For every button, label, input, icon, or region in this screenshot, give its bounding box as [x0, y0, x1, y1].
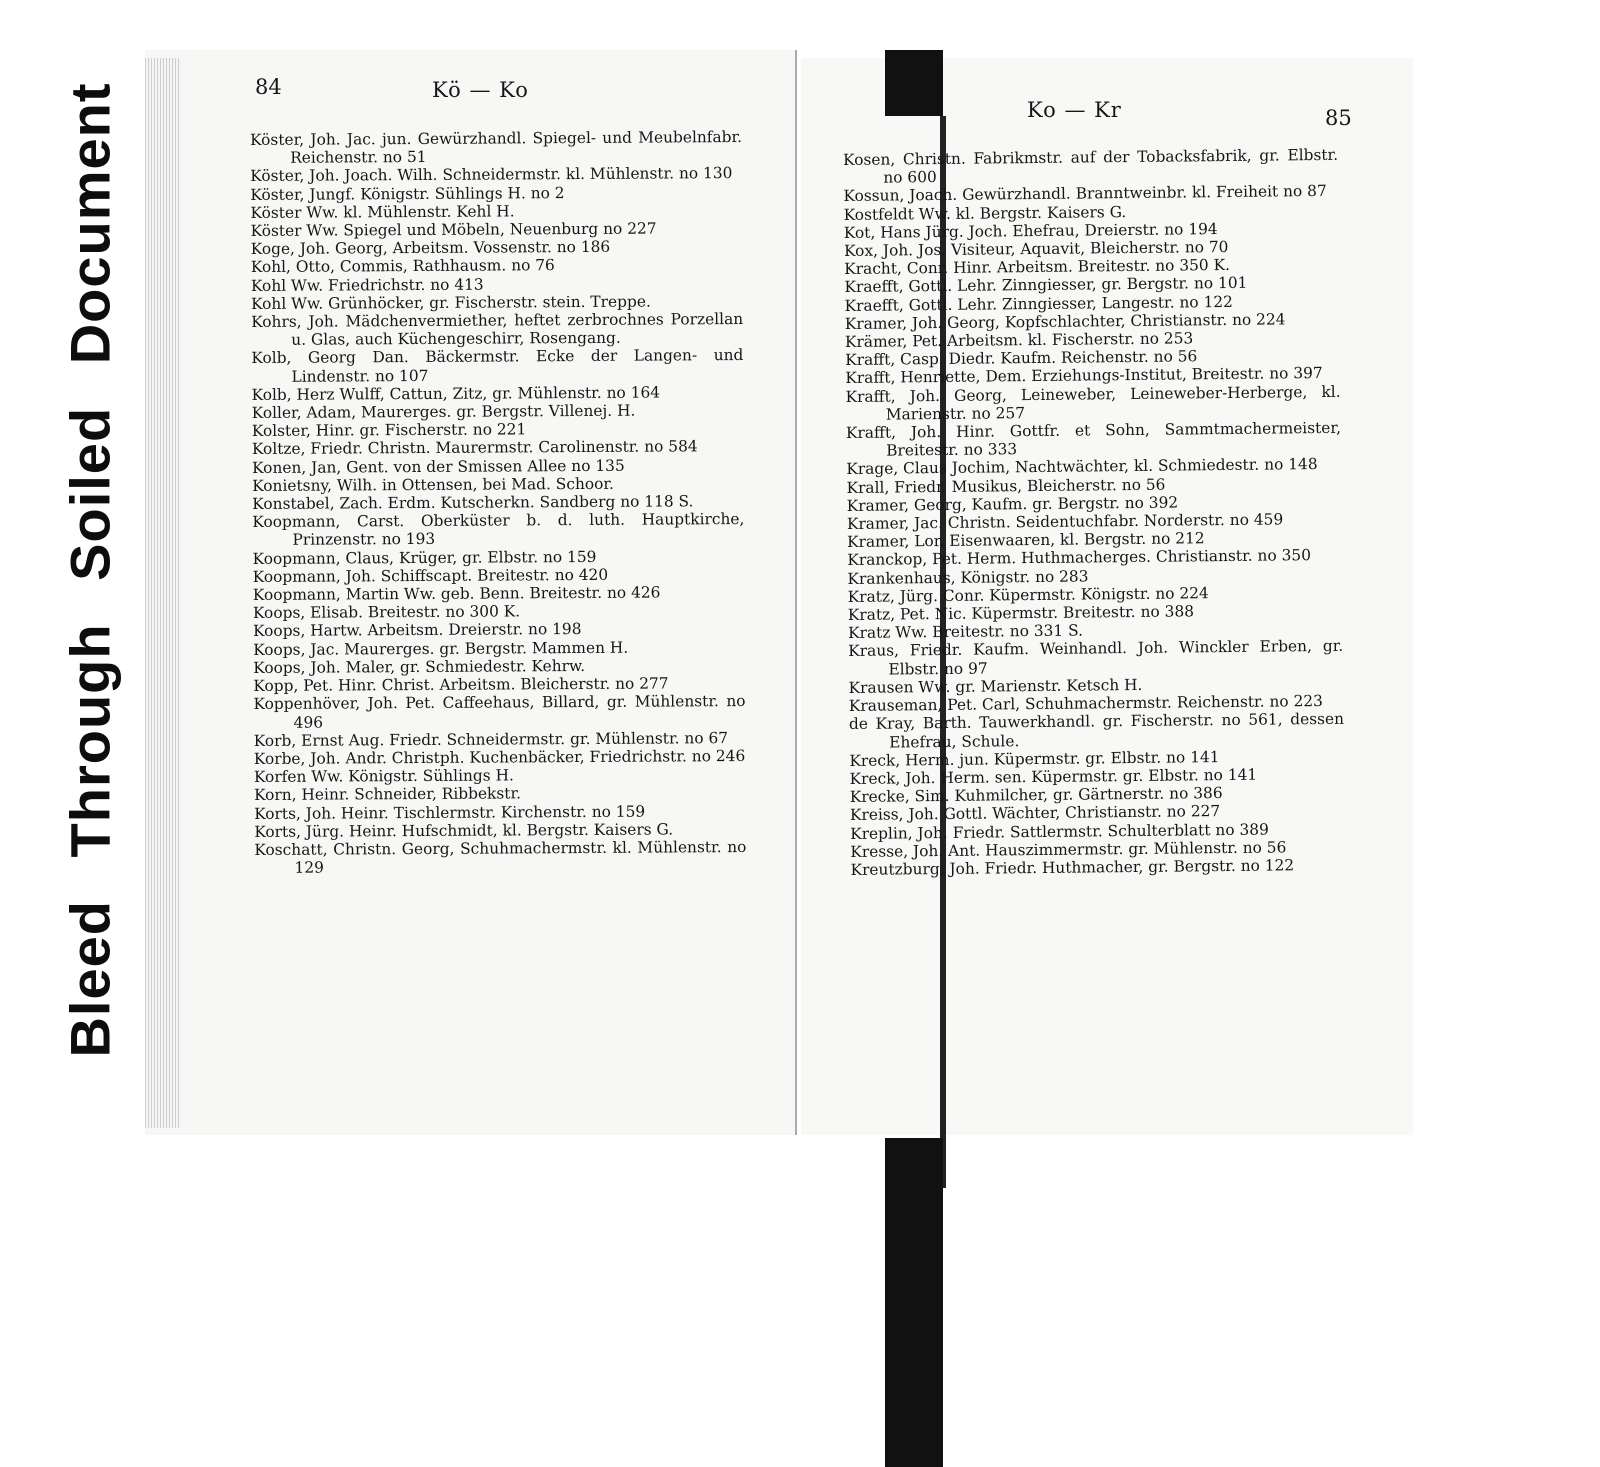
- directory-entry: Kratz Ww. Breitestr. no 331 S.: [847, 621, 1084, 643]
- directory-entry: Krafft, Joh. Hinr. Gottfr. et Sohn, Sammtmachermeister, Breitestr. no 333: [845, 418, 1342, 460]
- directory-entry: Krall, Friedr. Musikus, Bleicherstr. no 56: [846, 475, 1166, 497]
- directory-entry: Kratz, Pet. Nic. Küpermstr. Breitestr. no 388: [847, 602, 1195, 625]
- directory-entry: Kot, Hans Jürg. Joch. Ehefrau, Dreierstr. no 194: [843, 219, 1218, 242]
- directory-entry: Köster, Joh. Joach. Wilh. Schneidermstr. kl. Mühlenstr. no 130: [250, 164, 733, 186]
- directory-entry: Krausen Ww. gr. Marienstr. Ketsch H.: [848, 675, 1143, 697]
- left-page-number: 84: [255, 75, 282, 99]
- directory-entry: Korb, Ernst Aug. Friedr. Schneidermstr. gr. Mühlenstr. no 67: [253, 728, 729, 750]
- directory-entry: Kraefft, Gottl. Lehr. Zinngiesser, Langestr. no 122: [844, 292, 1233, 315]
- directory-entry: Kranckop, Pet. Herm. Huthmacherges. Christianstr. no 350: [847, 546, 1312, 570]
- directory-entry: Kreiss, Joh. Gottl. Wächter, Christianstr. no 227: [849, 802, 1221, 825]
- directory-entry: Kreutzburg, Joh. Friedr. Huthmacher, gr. Bergstr. no 122: [850, 856, 1295, 879]
- directory-entry: de Kray, Barth. Tauwerkhandl. gr. Fischerstr. no 561, dessen Ehefrau, Schule.: [848, 710, 1345, 752]
- directory-entry: Krage, Claus Jochim, Nachtwächter, kl. Schmiedestr. no 148: [846, 455, 1318, 479]
- directory-entry: Kolb, Herz Wulff, Cattun, Zitz, gr. Mühlenstr. no 164: [251, 383, 661, 404]
- spine-shadow-bottom: [885, 1138, 943, 1467]
- directory-entry: Köster Ww. Spiegel und Möbeln, Neuenburg no 227: [250, 219, 657, 241]
- directory-entry: Kreplin, Joh. Friedr. Sattlermstr. Schulterblatt no 389: [850, 820, 1269, 843]
- directory-entry: Krämer, Pet. Arbeitsm. kl. Fischerstr. no 253: [844, 329, 1194, 352]
- directory-entry: Kracht, Conr. Hinr. Arbeitsm. Breitestr. no 350 K.: [844, 256, 1231, 279]
- directory-entry: Kohrs, Joh. Mädchenvermiether, heftet zerbrochnes Porzellan u. Glas, auch Küchengeschirr, Rosengang.: [251, 310, 744, 349]
- directory-entry: Kreck, Joh. Herm. sen. Küpermstr. gr. Elbstr. no 141: [849, 765, 1258, 788]
- directory-entry: Korn, Heinr. Schneider, Ribbekstr.: [254, 784, 522, 805]
- directory-entry: Krafft, Henriette, Dem. Erziehungs-Institut, Breitestr. no 397: [845, 364, 1323, 388]
- stamp-label: Bleed Through Soiled Document: [58, 82, 122, 1058]
- directory-entry: Koopmann, Martin Ww. geb. Benn. Breitestr. no 426: [252, 583, 661, 605]
- directory-entry: Kox, Joh. Jos. Visiteur, Aquavit, Bleicherstr. no 70: [843, 237, 1229, 261]
- directory-entry: Kolster, Hinr. gr. Fischerstr. no 221: [251, 420, 527, 441]
- directory-entry: Koppenhöver, Joh. Pet. Caffeehaus, Billard, gr. Mühlenstr. no 496: [253, 692, 746, 732]
- bleed-through-stamp: [50, 60, 130, 1080]
- directory-entry: Koops, Joh. Maler, gr. Schmiedestr. Kehrw.: [253, 656, 586, 677]
- directory-entry: Köster, Jungf. Königstr. Sühlings H. no 2: [250, 183, 565, 204]
- directory-entry: Kraefft, Gottl. Lehr. Zinngiesser, gr. Bergstr. no 101: [844, 274, 1248, 297]
- directory-entry: Kraus, Friedr. Kaufm. Weinhandl. Joh. Winckler Erben, gr. Elbstr. no 97: [848, 637, 1344, 679]
- directory-entry: Kohl Ww. Grünhöcker, gr. Fischerstr. stein. Treppe.: [251, 292, 651, 313]
- directory-entry: Kramer, Lor. Eisenwaaren, kl. Bergstr. no 212: [847, 529, 1205, 552]
- directory-entry: Koops, Hartw. Arbeitsm. Dreierstr. no 198: [253, 620, 582, 641]
- directory-entry: Kratz, Jürg. Conr. Küpermstr. Königstr. no 224: [847, 584, 1209, 606]
- directory-entry: Korts, Jürg. Heinr. Hufschmidt, kl. Bergstr. Kaisers G.: [254, 820, 674, 841]
- directory-entry: Koller, Adam, Maurerges. gr. Bergstr. Villenej. H.: [251, 401, 636, 423]
- directory-entry: Koltze, Friedr. Christn. Maurermstr. Carolinenstr. no 584: [251, 437, 698, 459]
- directory-entry: Kosen, Christn. Fabrikmstr. auf der Tobacksfabrik, gr. Elbstr. no 600: [843, 145, 1339, 187]
- directory-entry: Konstabel, Zach. Erdm. Kutscherkn. Sandberg no 118 S.: [252, 492, 694, 514]
- directory-entry: Koopmann, Claus, Krüger, gr. Elbstr. no 159: [252, 547, 597, 568]
- directory-entry: Kostfeldt Ww. kl. Bergstr. Kaisers G.: [843, 202, 1127, 224]
- directory-entry: Köster, Joh. Jac. jun. Gewürzhandl. Spiegel- und Meubelnfabr. Reichenstr. no 51: [250, 127, 743, 167]
- directory-entry: Konietsny, Wilh. in Ottensen, bei Mad. Schoor.: [252, 474, 614, 495]
- directory-entry: Kohl, Otto, Commis, Rathhausm. no 76: [250, 256, 555, 277]
- directory-entry: Kohl Ww. Friedrichstr. no 413: [250, 275, 484, 295]
- directory-entry: Konen, Jan, Gent. von der Smissen Allee no 135: [252, 456, 625, 477]
- directory-entry: Korfen Ww. Königstr. Sühlings H.: [253, 766, 514, 787]
- directory-entry: Kramer, Georg, Kaufm. gr. Bergstr. no 392: [846, 493, 1179, 515]
- directory-entry: Kolb, Georg Dan. Bäckermstr. Ecke der Langen- und Lindenstr. no 107: [251, 346, 744, 386]
- directory-entry: Koschatt, Christn. Georg, Schuhmachermstr. kl. Mühlenstr. no 129: [254, 837, 747, 877]
- directory-entry: Krankenhaus, Königstr. no 283: [847, 567, 1089, 588]
- directory-entry: Korts, Joh. Heinr. Tischlermstr. Kirchenstr. no 159: [254, 802, 646, 823]
- left-entries: [250, 128, 747, 877]
- directory-entry: Krauseman, Pet. Carl, Schuhmachermstr. Reichenstr. no 223: [848, 692, 1324, 716]
- directory-entry: Koge, Joh. Georg, Arbeitsm. Vossenstr. no 186: [250, 238, 611, 259]
- right-running-head: Ko — Kr: [1027, 98, 1122, 122]
- directory-entry: Krafft, Casp. Diedr. Kaufm. Reichenstr. no 56: [845, 347, 1198, 370]
- directory-entry: Köster Ww. kl. Mühlenstr. Kehl H.: [250, 202, 515, 222]
- left-running-head: Kö — Ko: [432, 78, 529, 102]
- directory-entry: Koopmann, Joh. Schiffscapt. Breitestr. no 420: [252, 565, 609, 586]
- directory-entry: Korbe, Joh. Andr. Christph. Kuchenbäcker, Friedrichstr. no 246: [253, 746, 746, 768]
- directory-entry: Krafft, Joh. Georg, Leineweber, Leineweber-Herberge, kl. Marienstr. no 257: [845, 382, 1341, 424]
- page-edges: [145, 58, 181, 1128]
- right-page-number: 85: [1325, 106, 1352, 130]
- directory-entry: Koopmann, Carst. Oberküster b. d. luth. Hauptkirche, Prinzenstr. no 193: [252, 510, 745, 550]
- directory-entry: Kresse, Joh. Ant. Hauszimmermstr. gr. Mühlenstr. no 56: [850, 838, 1287, 861]
- directory-entry: Kramer, Joh. Georg, Kopfschlachter, Christianstr. no 224: [844, 310, 1286, 333]
- directory-entry: Kossun, Joach. Gewürzhandl. Branntweinbr. kl. Freiheit no 87: [843, 182, 1327, 206]
- directory-entry: Kopp, Pet. Hinr. Christ. Arbeitsm. Bleicherstr. no 277: [253, 674, 669, 696]
- right-entries: [843, 146, 1346, 879]
- directory-entry: Krecke, Sim. Kuhmilcher, gr. Gärtnerstr. no 386: [849, 784, 1223, 807]
- directory-entry: Kramer, Jac. Christn. Seidentuchfabr. Norderstr. no 459: [846, 510, 1284, 534]
- directory-entry: Koops, Jac. Maurerges. gr. Bergstr. Mammen H.: [253, 638, 629, 659]
- spine-shadow-top: [885, 50, 943, 116]
- directory-entry: Kreck, Herm. jun. Küpermstr. gr. Elbstr. no 141: [849, 747, 1220, 770]
- directory-entry: Koops, Elisab. Breitestr. no 300 K.: [252, 602, 521, 623]
